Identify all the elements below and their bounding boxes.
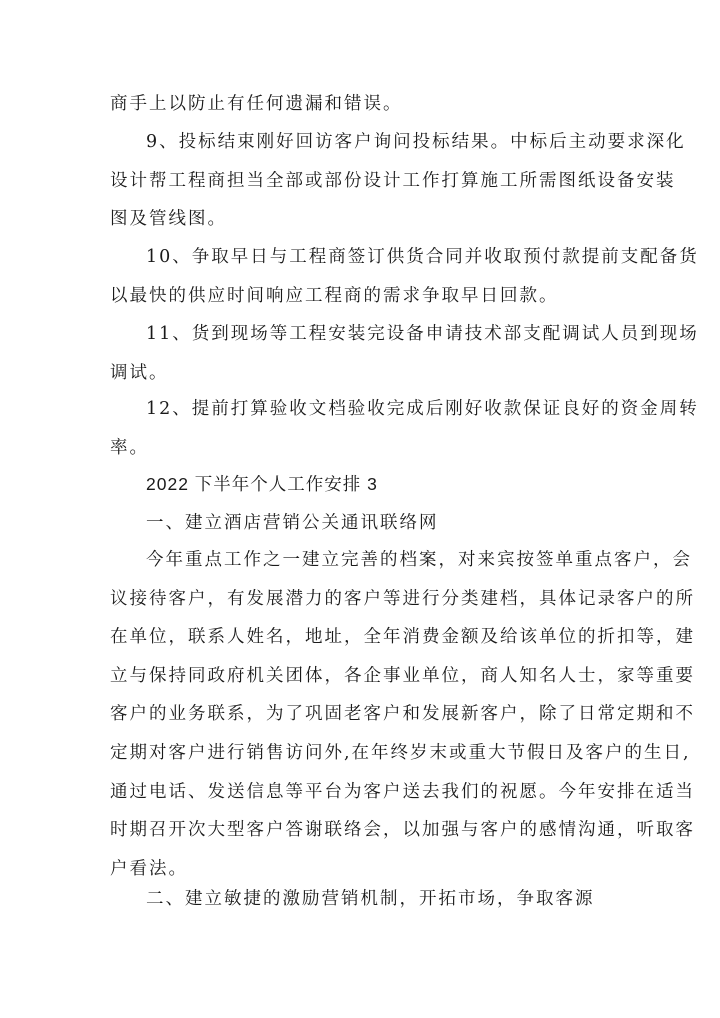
heading-line: 2022 下半年个人工作安排 3 — [146, 474, 378, 494]
text-line: 户看法。 — [110, 858, 188, 879]
subsection-title-2 — [110, 880, 622, 919]
list-item-11 — [110, 315, 699, 392]
text-line: 二、建立敏捷的激励营销机制，开拓市场，争取客源 — [146, 889, 595, 909]
list-item-9 — [110, 123, 686, 239]
text-line: 在单位，联系人姓名，地址，全年消费金额及给该单位的折扣等，建 — [110, 627, 695, 648]
text-line: 时期召开次大型客户答谢联络会，以加强与客户的感情沟通，听取客 — [110, 820, 695, 841]
section-heading — [110, 465, 622, 504]
text-line: 立与保持同政府机关团体，各企事业单位，商人知名人士，家等重要 — [110, 665, 695, 686]
list-item-10 — [110, 238, 699, 315]
text-line: 以最快的供应时间响应工程商的需求争取早日回款。 — [110, 285, 559, 306]
continuation-paragraph — [110, 85, 622, 124]
subsection-title-1 — [110, 504, 622, 543]
text-line: 今年重点工作之一建立完善的档案，对来宾按签单重点客户，会 — [146, 550, 692, 570]
text-line: 9、投标结束刚好回访客户询问投标结果。中标后主动要求深化 — [146, 132, 686, 152]
text-line: 12、提前打算验收文档验收完成后刚好收款保证良好的资金周转 — [146, 399, 699, 419]
text-line: 调试。 — [110, 362, 169, 383]
text-line: 定期对客户进行销售访问外,在年终岁末或重大节假日及客户的生日, — [110, 742, 691, 763]
paragraph-crm — [110, 541, 695, 888]
text-line: 11、货到现场等工程安装完设备申请技术部支配调试人员到现场 — [146, 324, 699, 344]
text-line: 图及管线图。 — [110, 209, 227, 230]
text-line: 设计帮工程商担当全部或部份设计工作打算施工所需图纸设备安装 — [110, 170, 676, 191]
text-line: 10、争取早日与工程商签订供货合同并收取预付款提前支配备货 — [146, 247, 699, 267]
text-line: 议接待客户，有发展潜力的客户等进行分类建档，具体记录客户的所 — [110, 588, 695, 609]
text-line: 通过电话、发送信息等平台为客户送去我们的祝愿。今年安排在适当 — [110, 781, 695, 802]
text-line: 一、建立酒店营销公关通讯联络网 — [146, 513, 439, 533]
list-item-12 — [110, 390, 699, 467]
text-line: 率。 — [110, 437, 149, 458]
text-line: 商手上以防止有任何遗漏和错误。 — [110, 94, 403, 114]
text-line: 客户的业务联系，为了巩固老客户和发展新客户，除了日常定期和不 — [110, 704, 695, 725]
